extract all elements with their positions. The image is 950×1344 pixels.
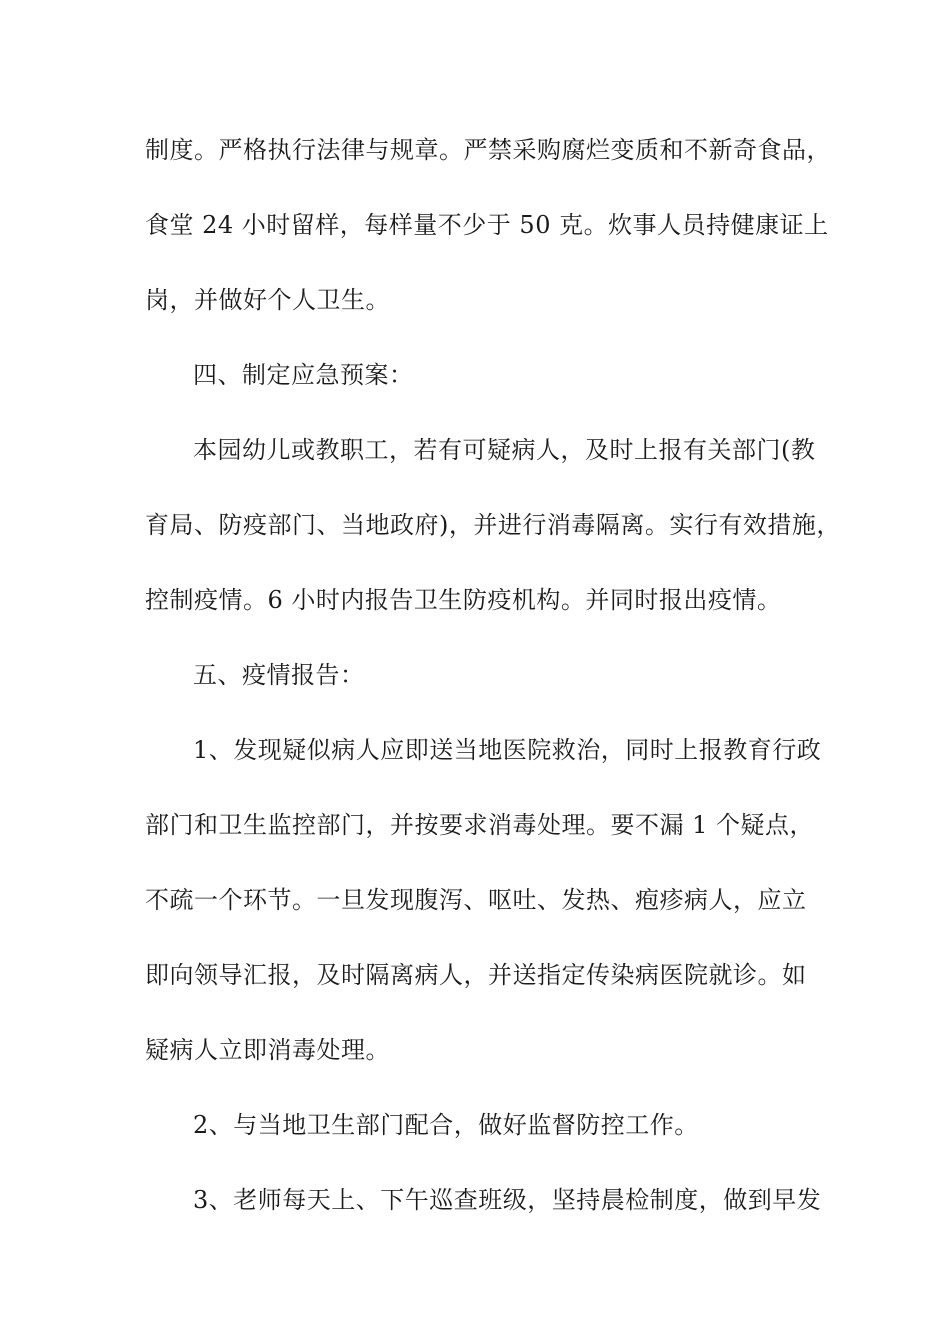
text-line: 控制疫情。6 小时内报告卫生防疫机构。并同时报出疫情。 bbox=[145, 586, 782, 614]
text-line: 即向领导汇报，及时隔离病人，并送指定传染病医院就诊。如 bbox=[145, 961, 807, 989]
text-line: 部门和卫生监控部门，并按要求消毒处理。要不漏 1 个疑点， bbox=[145, 811, 815, 839]
section-heading: 四、制定应急预案： bbox=[193, 361, 414, 389]
text-line: 制度。严格执行法律与规章。严禁采购腐烂变质和不新奇食品， bbox=[145, 136, 831, 164]
section-heading: 五、疫情报告： bbox=[193, 661, 365, 689]
text-line: 育局、防疫部门、当地政府)，并进行消毒隔离。实行有效措施， bbox=[145, 511, 841, 539]
text-line: 本园幼儿或教职工，若有可疑病人，及时上报有关部门(教 bbox=[193, 436, 816, 464]
text-line: 1、发现疑似病人应即送当地医院救治，同时上报教育行政 bbox=[193, 736, 822, 764]
text-line: 疑病人立即消毒处理。 bbox=[145, 1036, 390, 1064]
text-line: 岗，并做好个人卫生。 bbox=[145, 286, 390, 314]
text-line: 食堂 24 小时留样，每样量不少于 50 克。炊事人员持健康证上 bbox=[145, 211, 829, 239]
text-line: 2、与当地卫生部门配合，做好监督防控工作。 bbox=[193, 1111, 699, 1139]
text-line: 3、老师每天上、下午巡查班级，坚持晨检制度，做到早发 bbox=[193, 1186, 822, 1214]
text-line: 不疏一个环节。一旦发现腹泻、呕吐、发热、疱疹病人，应立 bbox=[145, 886, 807, 914]
